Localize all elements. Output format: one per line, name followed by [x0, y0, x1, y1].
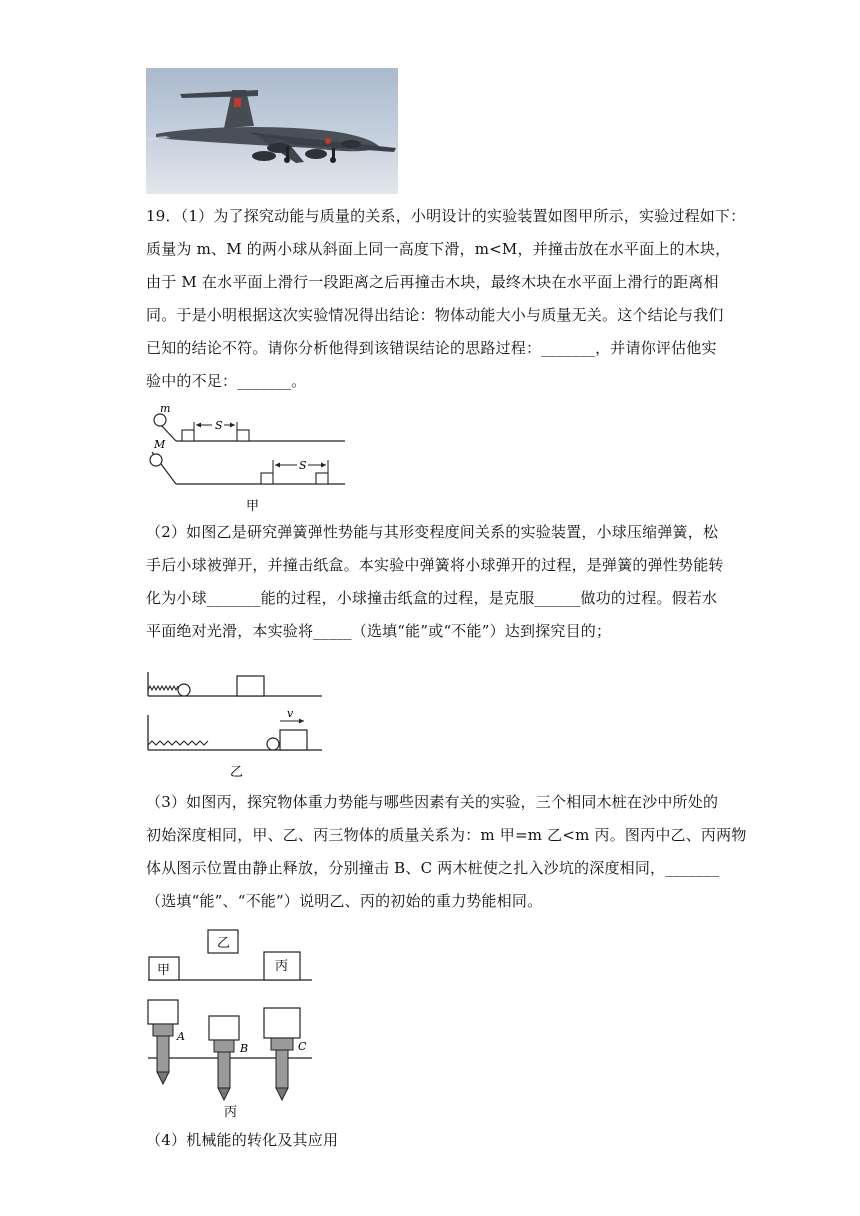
part4-line: （4）机械能的转化及其应用 — [146, 1131, 339, 1149]
part3-line: （选填“能”、“不能”）说明乙、丙的初始的重力势能相同。 — [146, 892, 543, 910]
pile-B-head — [209, 1016, 239, 1040]
pile-C-head — [264, 1008, 300, 1038]
ball-m — [154, 414, 166, 426]
part2-line: （2）如图乙是研究弹簧弹性势能与其形变程度间关系的实验装置，小球压缩弹簧，松 — [146, 523, 719, 541]
part3-line: 体从图示位置由静止释放，分别撞击 B、C 两木桩使之扎入沙坑的深度相同，_______ — [146, 859, 720, 877]
object-bing-label: 丙 — [275, 959, 289, 974]
label-M: M — [154, 438, 166, 451]
ball-bottom — [267, 738, 279, 750]
paper-box-bottom — [280, 730, 307, 750]
figure-bing — [140, 924, 330, 1124]
part1-line: 验中的不足：_______。 — [146, 372, 307, 390]
part2-line: 化为小球_______能的过程，小球撞击纸盒的过程，是克服______做功的过程。假若水 — [146, 589, 718, 607]
part1-line: 同。于是小明根据这次实验情况得出结论：物体动能大小与质量无关。这个结论与我们 — [146, 306, 724, 324]
part1-line: 质量为 m、M 的两小球从斜面上同一高度下滑，m<M，并撞击放在水平面上的木块， — [146, 240, 731, 258]
object-yi-label: 乙 — [217, 936, 231, 951]
part2-line: 平面绝对光滑，本实验将_____（选填“能”或“不能”）达到探究目的； — [146, 622, 612, 640]
label-C: C — [298, 1040, 307, 1053]
ball-top — [178, 684, 190, 696]
part2-line: 手后小球被弹开，并撞击纸盒。本实验中弹簧将小球弹开的过程，是弹簧的弹性势能转 — [146, 556, 724, 574]
pile-A-head — [148, 1000, 178, 1024]
part3-line: 初始深度相同，甲、乙、丙三物体的质量关系为：m 甲=m 乙<m 丙。图丙中乙、丙两物 — [146, 826, 747, 844]
block-start-top — [182, 430, 194, 441]
spring-relaxed — [148, 741, 208, 745]
figure-yi — [140, 660, 340, 785]
ball-M — [150, 454, 162, 466]
label-A: A — [177, 1030, 185, 1043]
part2-text — [146, 516, 726, 648]
part1-line: 19．（1）为了探究动能与质量的关系，小明设计的实验装置如图甲所示，实验过程如下： — [146, 207, 746, 225]
block-end-top — [237, 430, 249, 441]
label-v: v — [287, 707, 294, 720]
part1-line: 由于 M 在水平面上滑行一段距离之后再撞击木块，最终木块在水平面上滑行的距离相 — [146, 273, 719, 291]
block-end-bottom — [316, 473, 328, 484]
label-B: B — [240, 1042, 249, 1055]
part1-text — [146, 200, 746, 398]
figure-bing-caption: 丙 — [224, 1105, 238, 1120]
aircraft-photo — [146, 68, 398, 194]
part3-text — [146, 786, 747, 918]
label-S-bottom: S — [299, 459, 307, 472]
figure-yi-caption: 乙 — [230, 765, 244, 780]
part1-line: 已知的结论不符。请你分析他得到该错误结论的思路过程：_______，并请你评估他实 — [146, 339, 717, 357]
part4-text — [146, 1124, 726, 1157]
part3-line: （3）如图丙，探究物体重力势能与哪些因素有关的实验，三个相同木桩在沙中所处的 — [146, 793, 719, 811]
paper-box-top — [237, 676, 264, 696]
label-S-top: S — [215, 419, 223, 432]
label-m: m — [160, 402, 171, 415]
figure-jia — [140, 400, 355, 520]
figure-jia-caption: 甲 — [246, 499, 260, 514]
block-start-bottom — [261, 473, 273, 484]
object-jia-label: 甲 — [157, 963, 171, 978]
spring-compressed — [148, 686, 178, 690]
